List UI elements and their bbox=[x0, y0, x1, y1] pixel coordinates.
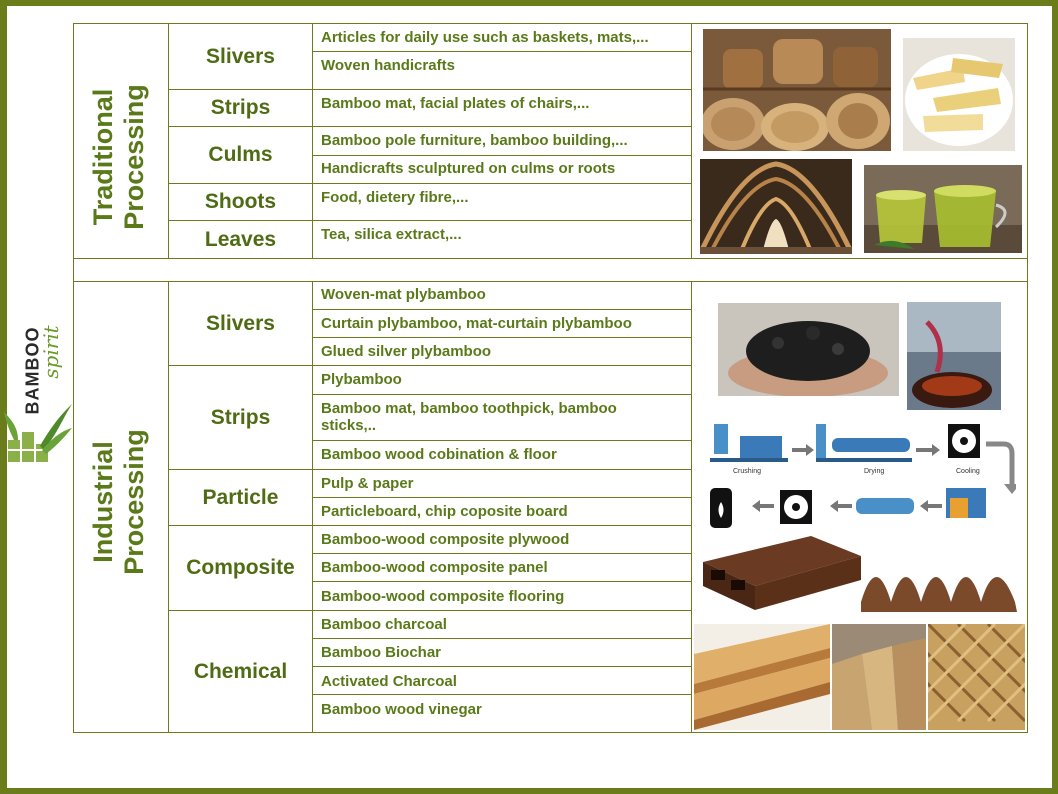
ind-item: Particleboard, chip coposite board bbox=[321, 503, 568, 520]
step-label-cooling: Cooling bbox=[956, 468, 980, 475]
ind-item: Bamboo-wood composite flooring bbox=[321, 588, 565, 605]
traditional-title-line2: Processing bbox=[119, 84, 149, 230]
logo-brand-text: BAMBOO bbox=[22, 326, 43, 415]
green-tea-photo bbox=[864, 165, 1022, 253]
trad-item: Bamboo mat, facial plates of chairs,... bbox=[321, 95, 590, 112]
trad-category-culms: Culms bbox=[208, 143, 273, 166]
process-diagram bbox=[706, 414, 1016, 532]
ind-item: Plybamboo bbox=[321, 371, 402, 388]
bamboo-spirit-logo bbox=[0, 300, 76, 480]
ind-category-particle: Particle bbox=[202, 485, 279, 509]
charcoal-hands-photo bbox=[718, 303, 899, 396]
ind-item: Bamboo Biochar bbox=[321, 644, 442, 661]
ind-item: Bamboo mat, bamboo toothpick, bamboo sticks,.. bbox=[321, 400, 617, 434]
ind-category-chemical: Chemical bbox=[193, 659, 288, 683]
trad-category-slivers: Slivers bbox=[206, 44, 275, 68]
ind-item: Bamboo-wood composite plywood bbox=[321, 531, 570, 548]
industrial-title-line2: Processing bbox=[119, 429, 149, 575]
trad-item: Articles for daily use such as baskets, mats,... bbox=[321, 29, 649, 46]
trad-item: Handicrafts sculptured on culms or roots bbox=[321, 160, 616, 177]
bamboo-shoots-photo bbox=[903, 38, 1015, 151]
ind-item: Bamboo-wood composite panel bbox=[321, 559, 548, 576]
bamboo-structure-photo bbox=[700, 159, 852, 254]
ind-item: Curtain plybamboo, mat-curtain plybamboo bbox=[321, 315, 632, 332]
ind-item: Glued silver plybamboo bbox=[321, 343, 492, 360]
ind-category-composite: Composite bbox=[186, 556, 295, 579]
composite-board-photo bbox=[701, 532, 1017, 612]
trad-category-shoots: Shoots bbox=[204, 190, 277, 213]
ind-category-slivers: Slivers bbox=[206, 311, 275, 335]
ind-item: Bamboo charcoal bbox=[321, 616, 447, 633]
ind-item: Woven-mat plybamboo bbox=[321, 286, 486, 303]
trad-category-strips: Strips bbox=[210, 96, 271, 119]
wood-vinegar-photo bbox=[907, 302, 1001, 410]
ind-item: Pulp & paper bbox=[321, 475, 414, 492]
woven-mat-photo bbox=[928, 624, 1025, 730]
trad-category-leaves: Leaves bbox=[204, 227, 277, 251]
traditional-section-title bbox=[88, 59, 152, 255]
industrial-title-line1: Industrial bbox=[88, 441, 118, 563]
plybamboo-photo bbox=[694, 624, 830, 730]
ind-item: Bamboo wood vinegar bbox=[321, 701, 482, 718]
trad-item: Bamboo pole furniture, bamboo building,... bbox=[321, 132, 628, 149]
ind-category-strips: Strips bbox=[210, 405, 271, 429]
bamboo-beams-photo bbox=[832, 624, 926, 730]
step-label-drying: Drying bbox=[864, 468, 885, 475]
industrial-section-title bbox=[88, 404, 152, 600]
traditional-title-line1: Traditional bbox=[88, 88, 118, 226]
ind-item: Activated Charcoal bbox=[321, 673, 457, 690]
baskets-photo bbox=[703, 29, 891, 151]
trad-item: Tea, silica extract,... bbox=[321, 226, 462, 243]
ind-item: Bamboo wood cobination & floor bbox=[321, 446, 557, 463]
trad-item: Woven handicrafts bbox=[321, 57, 455, 74]
trad-item: Food, dietery fibre,... bbox=[321, 189, 469, 206]
step-label-crushing: Crushing bbox=[733, 468, 762, 475]
logo-tagline-text: spirit bbox=[39, 325, 63, 379]
